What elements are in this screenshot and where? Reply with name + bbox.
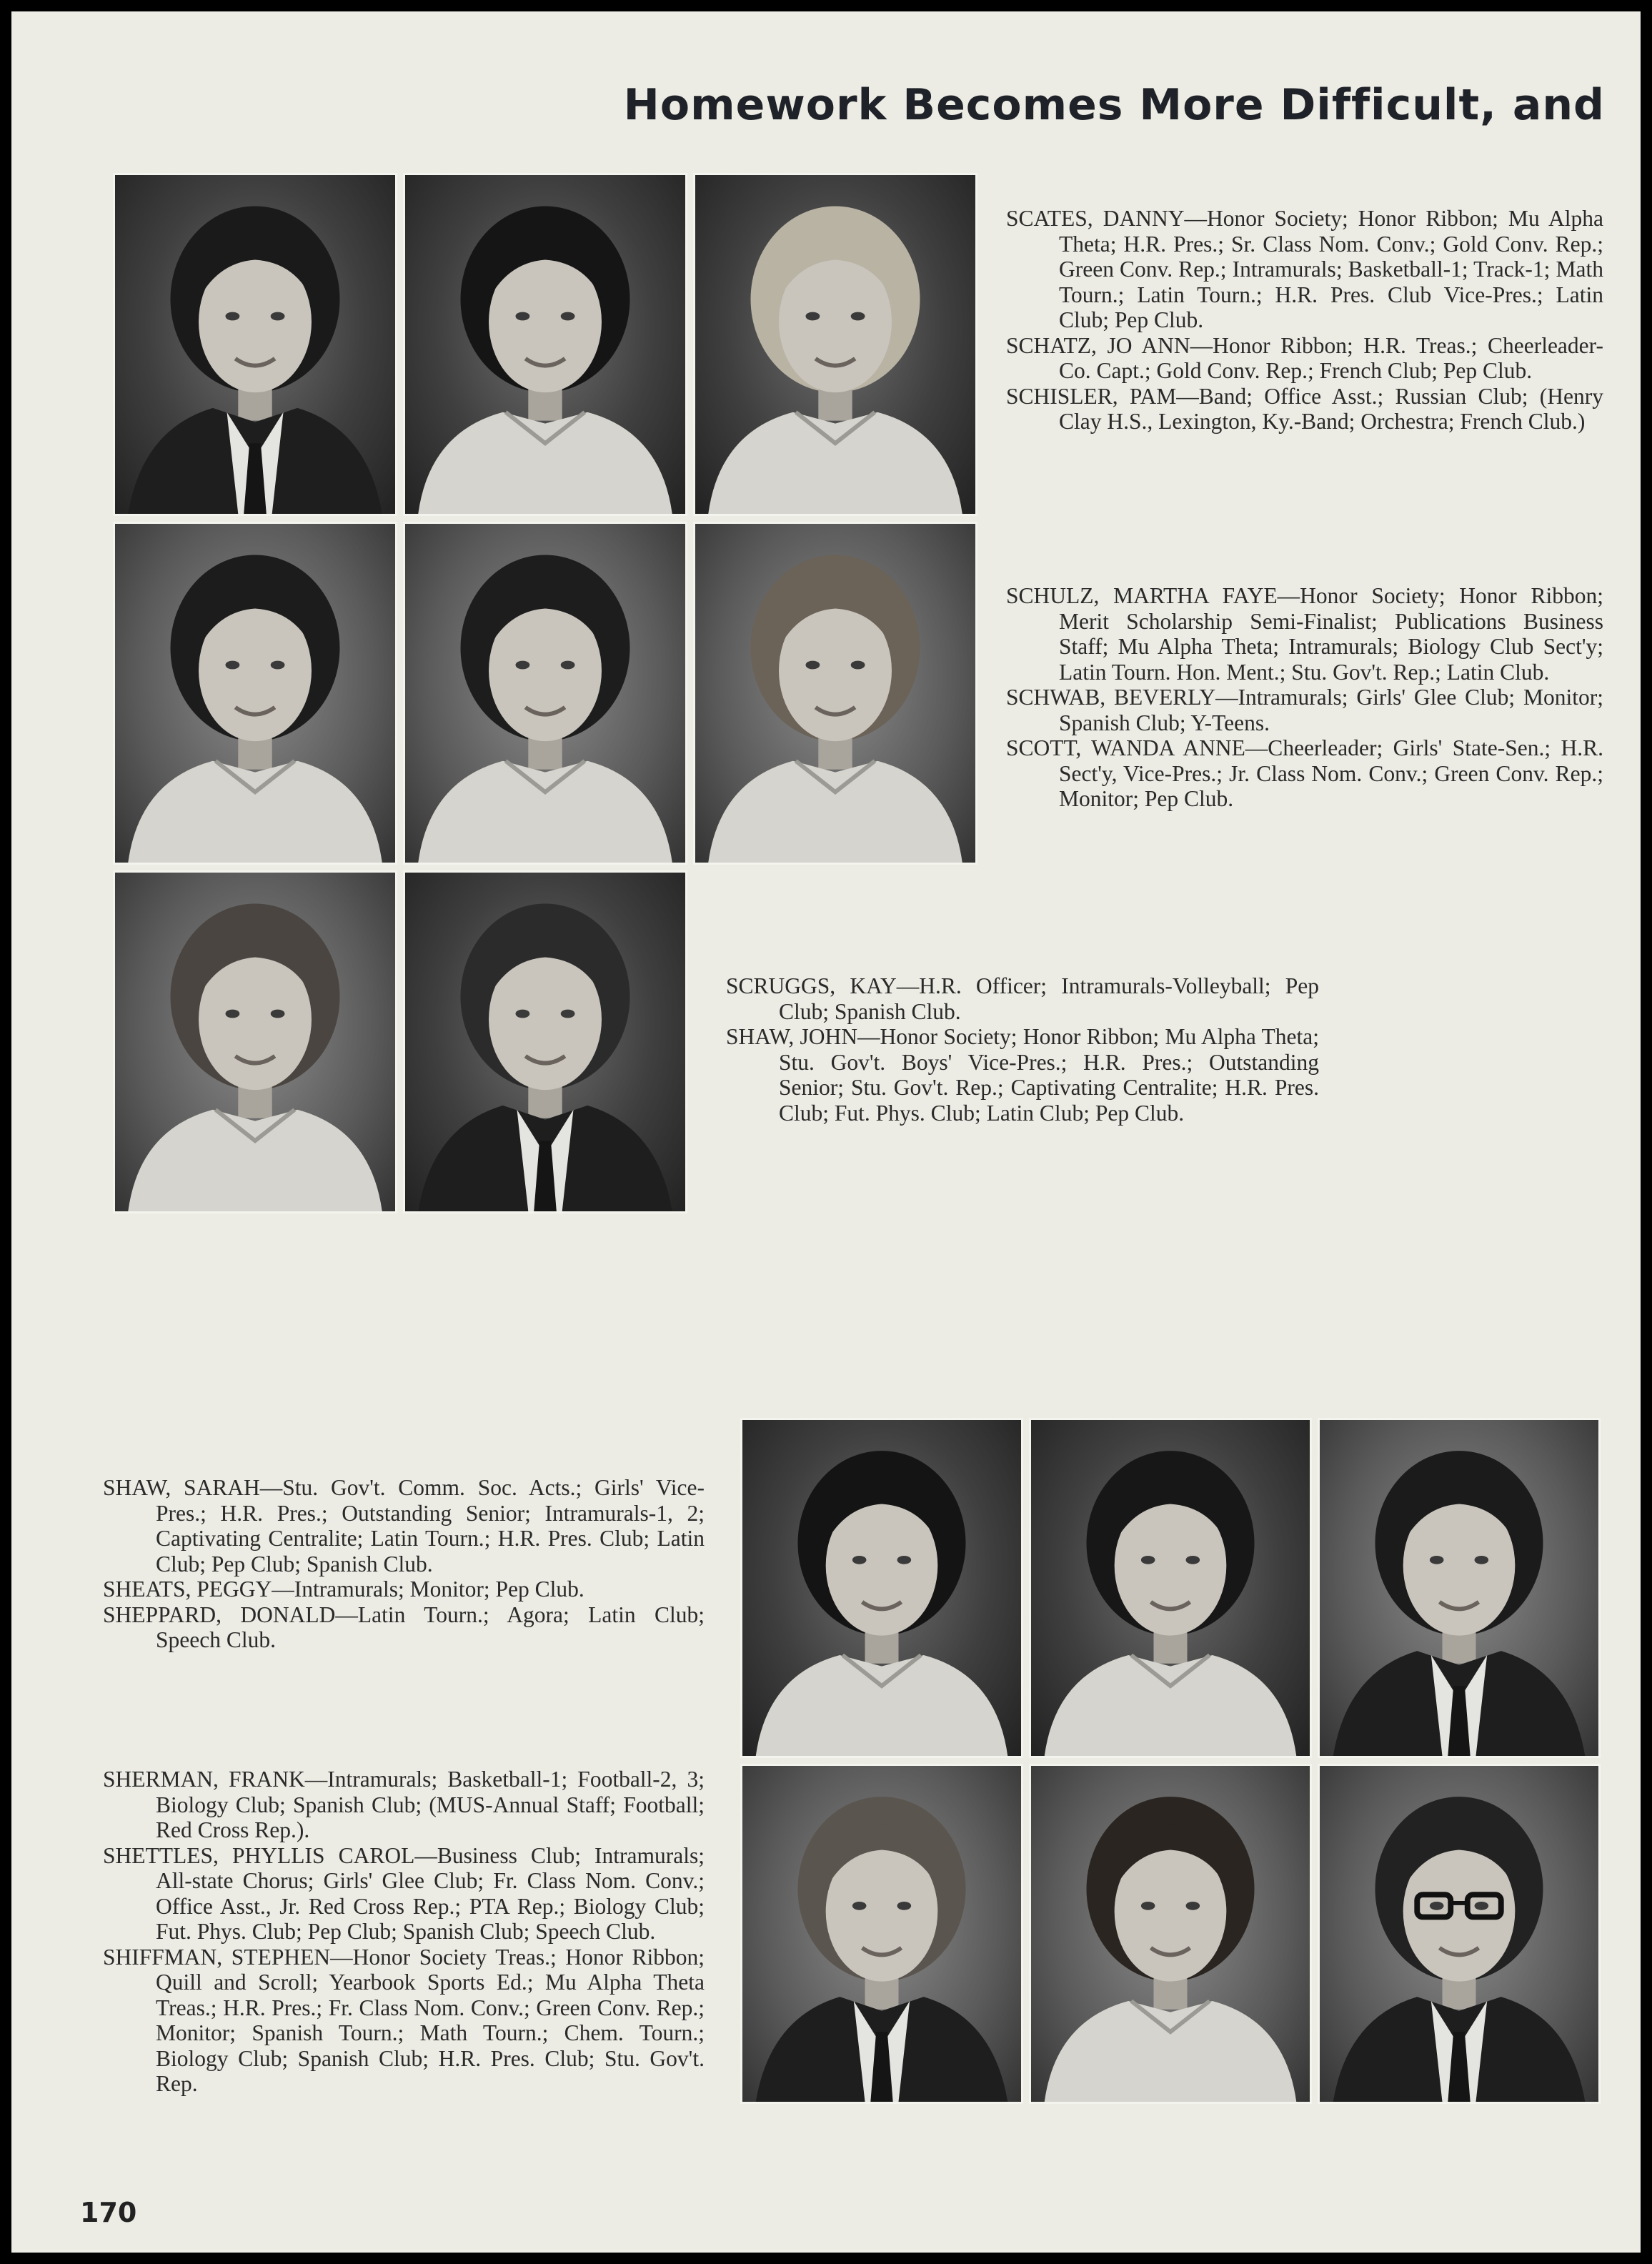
student-portrait-photo — [1029, 1764, 1312, 2104]
bio-block-1 — [1006, 206, 1603, 435]
bio-block-4 — [103, 1475, 705, 1653]
yearbook-page — [11, 11, 1641, 2253]
student-portrait-photo — [1029, 1418, 1312, 1758]
portrait-grid-bottom — [740, 1418, 1595, 2107]
bio-entry: SCHATZ, JO ANN—Honor Ribbon; H.R. Treas.; Cheerleader-Co. Capt.; Gold Conv. Rep.; French Club; Pep Club. — [1006, 332, 1603, 383]
student-portrait-photo — [693, 173, 977, 516]
student-portrait-photo — [740, 1418, 1023, 1758]
bio-entry: SCHWAB, BEVERLY—Intramurals; Girls' Glee Club; Monitor; Spanish Club; Y-Teens. — [1006, 685, 1603, 735]
bio-entry: SHEPPARD, DONALD—Latin Tourn.; Agora; Latin Club; Speech Club. — [103, 1602, 705, 1652]
student-portrait-photo — [1318, 1418, 1601, 1758]
student-portrait-photo — [403, 870, 687, 1213]
student-portrait-photo — [113, 522, 397, 865]
bio-block-3 — [726, 973, 1319, 1126]
page-number: 170 — [80, 2197, 137, 2228]
bio-block-2 — [1006, 583, 1603, 812]
student-portrait-photo — [403, 522, 687, 865]
student-portrait-photo — [740, 1764, 1023, 2104]
bio-entry: SCOTT, WANDA ANNE—Cheerleader; Girls' State-Sen.; H.R. Sect'y, Vice-Pres.; Jr. Class Nom. Conv.; Green Conv. Rep.; Monitor; Pep Club. — [1006, 735, 1603, 811]
student-portrait-photo — [693, 522, 977, 865]
bio-entry: SHIFFMAN, STEPHEN—Honor Society Treas.; Honor Ribbon; Quill and Scroll; Yearbook Sports Ed.; Mu Alpha Theta Treas.; H.R. Pres.; Fr. Class Nom. Conv.; Green Conv. Rep.; Monitor; Spanish Tourn.; Math Tourn.; Chem. Tourn.; Biology Club; Spanish Club; H.R. Pres. Club; Stu. Gov't. Rep. — [103, 1944, 705, 2096]
bio-entry: SCRUGGS, KAY—H.R. Officer; Intramurals-Volleyball; Pep Club; Spanish Club. — [726, 973, 1319, 1024]
student-portrait-photo — [113, 173, 397, 516]
bio-entry: SHAW, SARAH—Stu. Gov't. Comm. Soc. Acts.; Girls' Vice-Pres.; H.R. Pres.; Outstanding Senior; Intramurals-1, 2; Captivating Centralite; Latin Tourn.; H.R. Pres. Club; Latin Club; Pep Club; Spanish Club. — [103, 1475, 705, 1577]
bio-entry: SCATES, DANNY—Honor Society; Honor Ribbon; Mu Alpha Theta; H.R. Pres.; Sr. Class Nom. Conv.; Gold Conv. Rep.; Green Conv. Rep.; Intramurals; Basketball-1; Track-1; Math Tourn.; Latin Tourn.; H.R. Pres. Club Vice-Pres.; Latin Club; Pep Club. — [1006, 206, 1603, 332]
student-portrait-photo — [403, 173, 687, 516]
bio-entry: SCHULZ, MARTHA FAYE—Honor Society; Honor Ribbon; Merit Scholarship Semi-Finalist; Publications Business Staff; Mu Alpha Theta; Intramurals; Biology Club Sect'y; Latin Tourn. Hon. Ment.; Stu. Gov't. Rep.; Latin Club. — [1006, 583, 1603, 685]
bio-entry: SHAW, JOHN—Honor Society; Honor Ribbon; Mu Alpha Theta; Stu. Gov't. Boys' Vice-Pres.; H.R. Pres.; Outstanding Senior; Stu. Gov't. Rep.; Captivating Centralite; H.R. Pres. Club; Fut. Phys. Club; Latin Club; Pep Club. — [726, 1024, 1319, 1126]
bio-entry: SCHISLER, PAM—Band; Office Asst.; Russian Club; (Henry Clay H.S., Lexington, Ky.-Band; Orchestra; French Club.) — [1006, 383, 1603, 434]
bio-block-5 — [103, 1767, 705, 2097]
bio-entry: SHEATS, PEGGY—Intramurals; Monitor; Pep Club. — [103, 1577, 584, 1602]
bio-entry: SHERMAN, FRANK—Intramurals; Basketball-1; Football-2, 3; Biology Club; Spanish Club; (MUS-Annual Staff; Football; Red Cross Rep.). — [103, 1767, 705, 1842]
page-headline: Homework Becomes More Difficult, and — [623, 80, 1605, 130]
student-portrait-photo — [1318, 1764, 1601, 2104]
student-portrait-photo — [113, 870, 397, 1213]
bio-entry: SHETTLES, PHYLLIS CAROL—Business Club; Intramurals; All-state Chorus; Girls' Glee Club; Fr. Class Nom. Conv.; Office Asst., Jr. Red Cross Rep.; PTA Rep.; Biology Club; Fut. Phys. Club; Pep Club; Spanish Club; Speech Club. — [103, 1842, 705, 1944]
